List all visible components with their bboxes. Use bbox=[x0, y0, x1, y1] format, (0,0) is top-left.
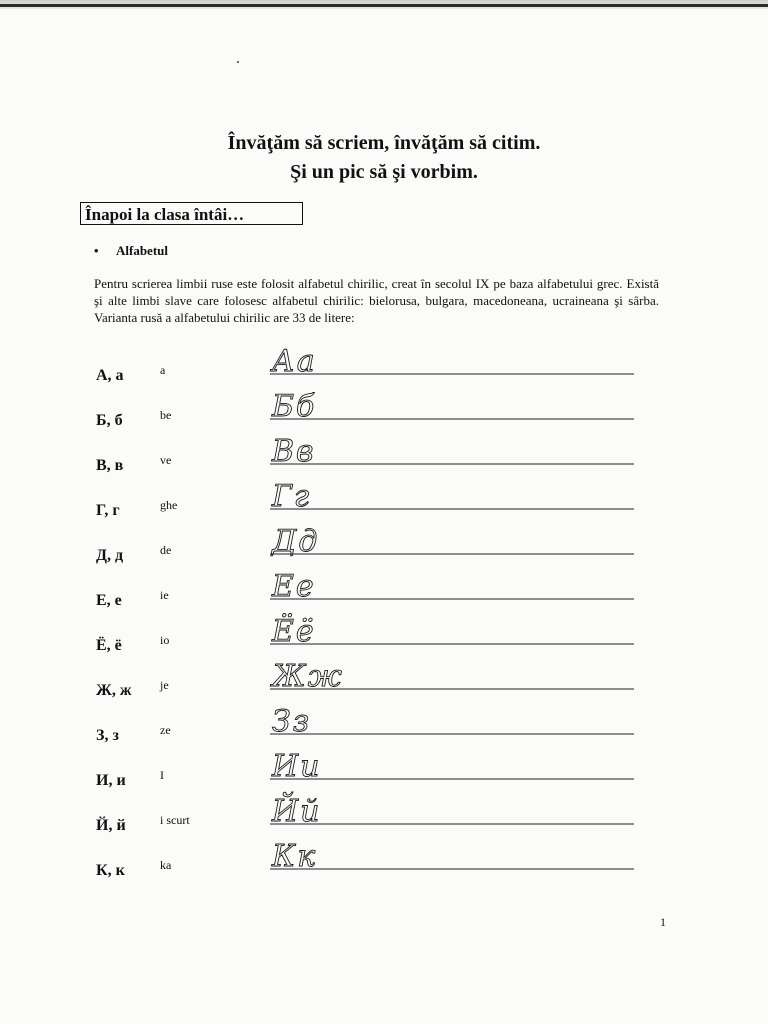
printed-letter: И, и bbox=[96, 772, 126, 789]
printed-letter: З, з bbox=[96, 727, 119, 744]
printed-letter: Г, г bbox=[96, 502, 120, 519]
title-line-2: Şi un pic să şi vorbim. bbox=[290, 161, 478, 183]
handwriting-svg bbox=[262, 655, 642, 703]
letter-pronunciation: I bbox=[160, 768, 164, 782]
scan-speck bbox=[237, 61, 239, 63]
printed-letter: Д, д bbox=[96, 547, 124, 564]
handwriting-svg bbox=[262, 385, 642, 433]
handwriting-line bbox=[262, 565, 642, 613]
intro-paragraph: Pentru scrierea limbii ruse este folosit alfabetul chirilic, creat în secolul IX pe baza alfabetului grec. Există şi alte limbi slave care folosesc alfabetul chirilic: bielorusa, bulgara, macedoneana, ucraineana şi sârba. Varianta rusă a alfabetului chirilic are 33 de litere: bbox=[94, 276, 659, 325]
handwritten-letter: Кк bbox=[272, 839, 318, 874]
handwriting-svg bbox=[262, 520, 642, 568]
letter-pronunciation: je bbox=[160, 678, 169, 692]
handwriting-line bbox=[262, 340, 642, 388]
handwriting-svg bbox=[262, 790, 642, 838]
handwriting-svg bbox=[262, 430, 642, 478]
handwritten-letter: Дд bbox=[272, 524, 320, 559]
handwriting-svg bbox=[262, 565, 642, 613]
handwritten-letter: Зз bbox=[272, 704, 312, 739]
handwriting-line bbox=[262, 430, 642, 478]
title-line-1: Învăţăm să scriem, învăţăm să citim. bbox=[227, 132, 541, 154]
handwriting-svg bbox=[262, 610, 642, 658]
letter-row bbox=[0, 839, 768, 897]
section-heading: Înapoi la clasa întâi… bbox=[80, 202, 303, 225]
handwriting-line bbox=[262, 655, 642, 703]
subsection-heading-label: Alfabetul bbox=[116, 243, 168, 258]
handwriting-line bbox=[262, 610, 642, 658]
handwriting-line bbox=[262, 790, 642, 838]
printed-letter: Е, е bbox=[96, 592, 122, 609]
handwritten-letter: Ее bbox=[272, 569, 316, 604]
printed-letter: К, к bbox=[96, 862, 125, 879]
letter-pronunciation: ve bbox=[160, 453, 172, 467]
handwritten-letter: Ии bbox=[272, 749, 322, 784]
printed-letter: В, в bbox=[96, 457, 124, 474]
handwriting-line bbox=[262, 520, 642, 568]
printed-letter: Й, й bbox=[96, 817, 126, 834]
handwritten-letter: Гг bbox=[272, 479, 312, 514]
handwritten-letter: Жж bbox=[272, 659, 344, 694]
printed-letter: Ж, ж bbox=[96, 682, 132, 699]
handwriting-svg bbox=[262, 835, 642, 883]
scan-top-border bbox=[0, 4, 768, 7]
handwriting-line bbox=[262, 385, 642, 433]
letter-pronunciation: a bbox=[160, 363, 166, 377]
letter-pronunciation: be bbox=[160, 408, 172, 422]
handwritten-letter: Йй bbox=[272, 794, 322, 829]
handwritten-letter: Бб bbox=[272, 389, 317, 424]
letter-pronunciation: ghe bbox=[160, 498, 178, 512]
handwriting-svg bbox=[262, 745, 642, 793]
letter-pronunciation: ka bbox=[160, 858, 172, 872]
handwritten-letter: Ёё bbox=[272, 614, 316, 649]
letter-pronunciation: io bbox=[160, 633, 170, 647]
printed-letter: Ё, ё bbox=[96, 637, 122, 654]
letter-pronunciation: ie bbox=[160, 588, 169, 602]
letter-pronunciation: i scurt bbox=[160, 813, 190, 827]
handwriting-svg bbox=[262, 340, 642, 388]
handwriting-line bbox=[262, 475, 642, 523]
handwriting-svg bbox=[262, 475, 642, 523]
handwritten-letter: Аа bbox=[272, 344, 317, 379]
handwritten-letter: Вв bbox=[272, 434, 316, 469]
letter-pronunciation: ze bbox=[160, 723, 171, 737]
printed-letter: Б, б bbox=[96, 412, 123, 429]
handwriting-svg bbox=[262, 700, 642, 748]
bullet-icon: • bbox=[94, 243, 99, 258]
handwriting-line bbox=[262, 835, 642, 883]
handwriting-line bbox=[262, 745, 642, 793]
page-number: 1 bbox=[660, 915, 666, 929]
subsection-heading bbox=[94, 243, 168, 259]
letter-pronunciation: de bbox=[160, 543, 172, 557]
handwriting-line bbox=[262, 700, 642, 748]
printed-letter: А, а bbox=[96, 367, 124, 384]
